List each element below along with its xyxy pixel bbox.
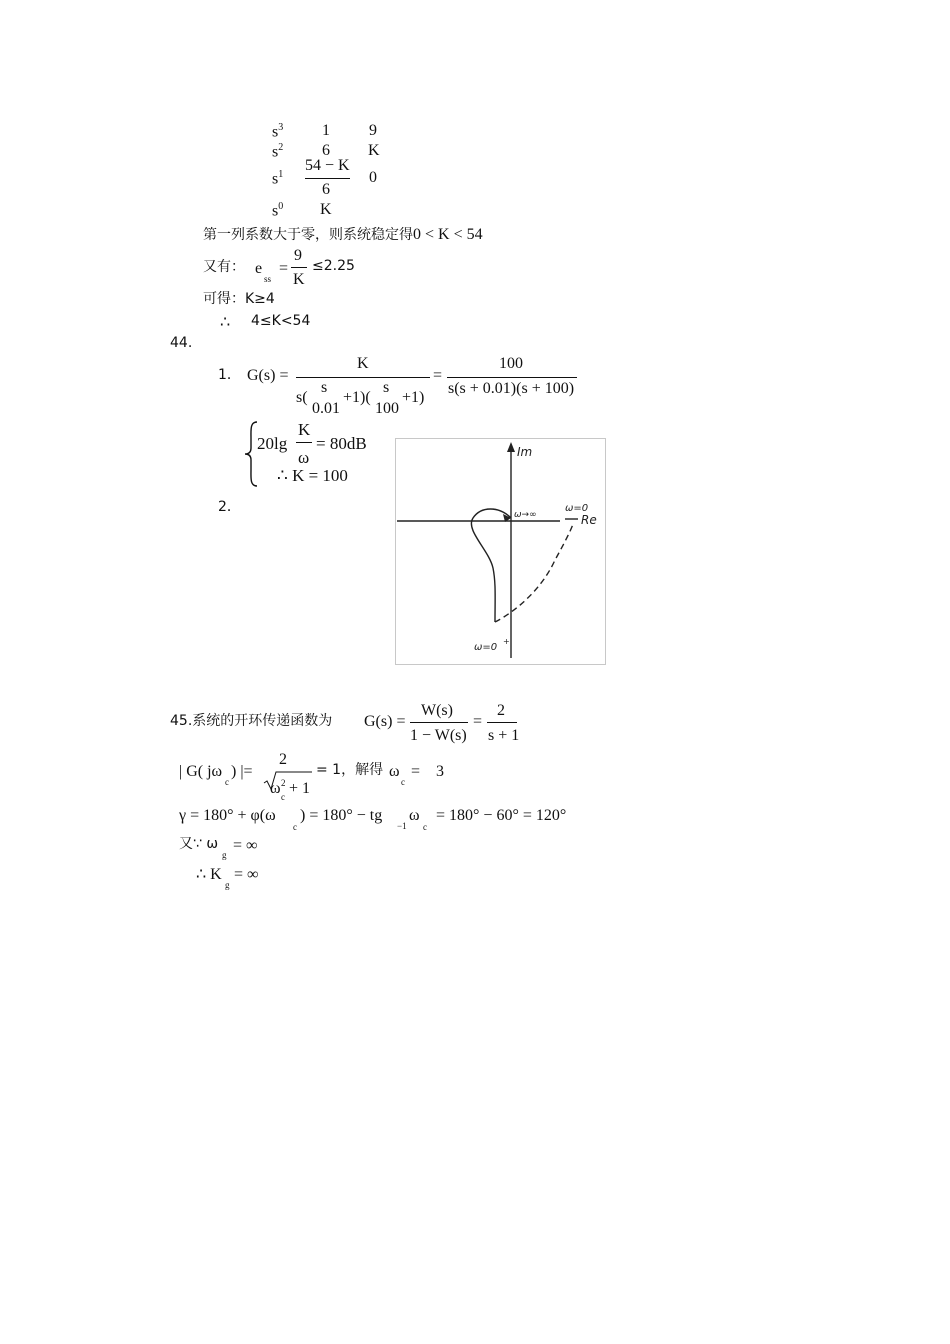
wc-symbol: ω [389, 763, 400, 780]
plot-frame [396, 439, 606, 665]
wc-sub: c [401, 777, 405, 787]
mag-sub: c [225, 777, 229, 787]
ess-equals: = [279, 260, 289, 277]
p45-num2: 2 [497, 702, 505, 719]
g-denominator-2: s(s + 0.01)(s + 100) [448, 380, 575, 397]
w-inf-label: ω→∞ [514, 510, 537, 520]
p45-g-lhs: G(s) = [364, 713, 406, 730]
routh-s1-c1-num: 54 − K [305, 157, 350, 174]
gamma-b: ) = 180° − tg [300, 807, 383, 824]
gamma-a: γ = 180° + φ(ω [179, 807, 276, 824]
gamma-d: = 180° − 60° = 120° [436, 807, 567, 824]
g-den-s1: s [321, 379, 328, 396]
sys-denominator: ω [298, 448, 310, 467]
g-lhs: G(s) = [247, 367, 289, 384]
ess-denominator: K [293, 271, 305, 288]
also-wg-sub: g [222, 850, 227, 860]
sys-numerator: K [298, 420, 311, 439]
p45-den2: s + 1 [488, 727, 520, 744]
item-2-label: 2． [218, 499, 241, 515]
p45-equals: = [473, 713, 483, 730]
ess-subscript: ss [264, 274, 272, 284]
problem-44-number: 44. [170, 335, 193, 351]
stability-condition: 第一列系数大于零，则系统稳定得0 < K < 54 [203, 226, 483, 243]
g-equals: = [433, 367, 443, 384]
sys-fraction-bar [296, 442, 312, 443]
gamma-c: ω [409, 807, 420, 824]
routh-s3: $s^3$ [272, 122, 284, 141]
routh-s1-c2: 0 [369, 169, 377, 186]
mag-den-sup: 2 [281, 778, 286, 788]
re-label: Re [581, 513, 597, 527]
routh-s1: $s^1$ [272, 169, 284, 188]
w-zero-label: ω=0 [565, 503, 589, 514]
routh-s2-c2: K [368, 142, 380, 159]
g-den-a: s( [296, 389, 308, 406]
kg-rhs: = ∞ [234, 866, 259, 883]
w-zero-plus-label: ω=0 [474, 642, 498, 653]
routh-s3-c1: 1 [322, 122, 330, 139]
wc-value: 3 [436, 763, 444, 780]
routh-s0-c1: K [320, 201, 332, 218]
ess-numerator: 9 [294, 247, 302, 264]
g-den-s2: s [383, 379, 390, 396]
g-numerator: K [357, 355, 369, 372]
g-den-b: +1)( [343, 389, 371, 406]
kg-label: ∴ K [196, 866, 222, 883]
g-fraction-bar [296, 377, 430, 378]
mag-den-plus: + 1 [289, 780, 311, 797]
ess-relation: ≤2.25 [312, 258, 355, 274]
ess-symbol: e [255, 260, 263, 277]
therefore-symbol: ∴ [220, 314, 231, 331]
also-wg-rhs: = ∞ [233, 837, 258, 854]
routh-s1-fraction-bar [305, 178, 350, 179]
k-lower-bound: 可得：K≥4 [203, 291, 275, 307]
problem-45-prefix: 45.系统的开环传递函数为 [170, 713, 333, 729]
mag-den-w: ω [270, 780, 281, 797]
im-label: Im [517, 445, 533, 459]
routh-s1-c1-den: 6 [322, 181, 330, 198]
g-den-001: 0.01 [312, 400, 340, 417]
g-fraction-bar-2 [447, 377, 577, 378]
p45-num1: W(s) [421, 702, 453, 719]
mag-numerator: 2 [279, 751, 287, 768]
routh-s3-c2: 9 [369, 122, 377, 139]
mag-close: ) |= [231, 763, 253, 780]
also-have-label: 又有： [203, 259, 245, 275]
w-zero-plus-sup: + [503, 637, 510, 646]
item-1-label: 1． [218, 367, 241, 383]
kg-sub: g [225, 880, 230, 890]
routh-s2: $s^2$ [272, 142, 284, 161]
g-den-c: +1) [402, 389, 425, 406]
k-range: 4≤K<54 [251, 313, 311, 329]
gamma-sup: −1 [397, 821, 407, 831]
g-den-100: 100 [375, 400, 399, 417]
left-brace [243, 420, 259, 488]
also-wg: 又∵ ω [179, 836, 219, 852]
nyquist-plot [395, 438, 606, 665]
sys-rhs: = 80dB [316, 434, 367, 453]
sys-k-value: ∴ K = 100 [277, 466, 348, 485]
gamma-sub2: c [423, 822, 427, 832]
mag-eq: = 1，解得 [316, 762, 384, 778]
g-numerator-2: 100 [499, 355, 523, 372]
p45-fraction-bar-2 [487, 722, 517, 723]
ess-fraction-bar [291, 267, 307, 268]
p45-fraction-bar-1 [410, 722, 468, 723]
mag-den-sub: c [281, 792, 285, 802]
routh-s2-c1: 6 [322, 142, 330, 159]
wc-equals: = [411, 763, 421, 780]
mag-lhs: | G( jω [179, 763, 223, 780]
sys-20lg: 20lg [257, 434, 288, 453]
p45-den1: 1 − W(s) [410, 727, 467, 744]
routh-s0: $s^0$ [272, 201, 284, 220]
gamma-sub1: c [293, 822, 297, 832]
